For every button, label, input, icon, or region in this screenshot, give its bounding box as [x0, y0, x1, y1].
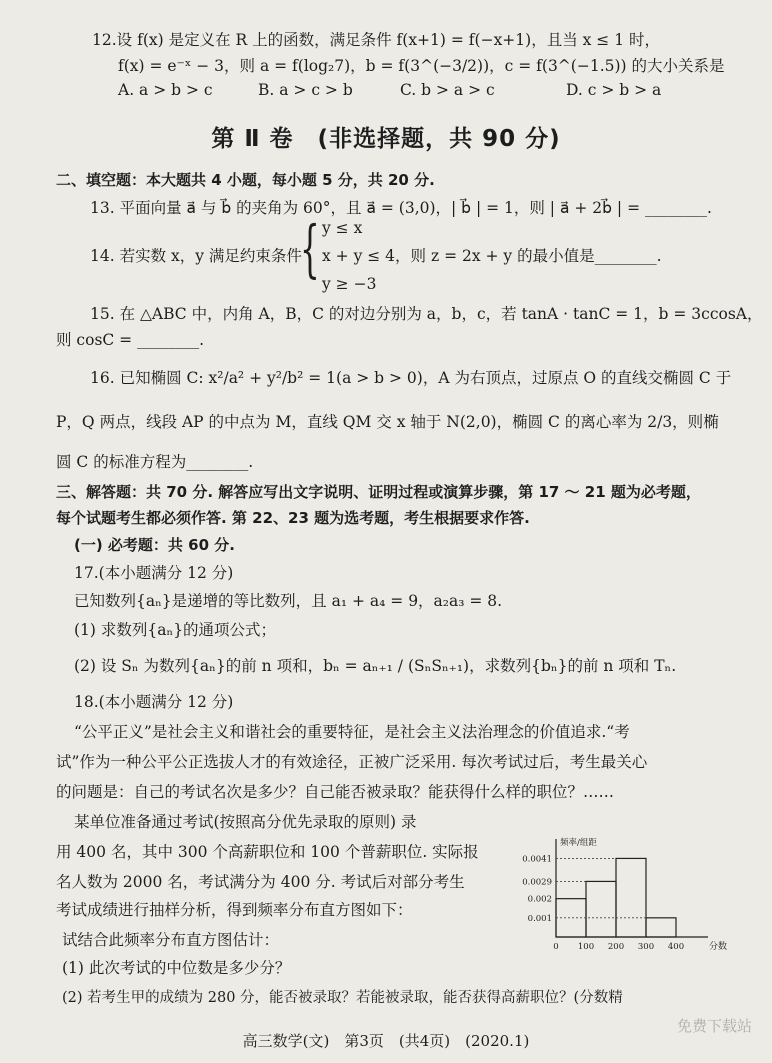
q12-option-b: B. a > c > b [258, 81, 353, 99]
q16-line1: 16. 已知椭圆 C: x²/a² + y²/b² = 1(a > b > 0)，A 为右顶点，过原点 O 的直线交椭圆 C 于 [90, 369, 732, 387]
histogram-bar [646, 918, 676, 937]
q18-p6: 名人数为 2000 名，考试满分为 400 分. 考试后对部分考生 [56, 873, 465, 891]
q18-p8: 试结合此频率分布直方图估计： [62, 931, 280, 949]
q18-p9: (1) 此次考试的中位数是多少分？ [62, 959, 291, 977]
q17-line2: (1) 求数列{aₙ}的通项公式； [74, 621, 277, 639]
q18-p2: 试”作为一种公平公正选拔人才的有效途径，正被广泛采用. 每次考试过后，考生最关心 [56, 753, 648, 771]
q14-condition-2: x + y ≤ 4，则 z = 2x + y 的最小值是________. [322, 247, 662, 265]
q13: 13. 平面向量 a⃗ 与 b⃗ 的夹角为 60°，且 a⃗ = (3,0)，| b⃗ | = 1，则 | a⃗ + 2b⃗ | = ________. [90, 199, 712, 217]
y-tick-label: 0.0041 [522, 854, 552, 865]
q12-option-d: D. c > b > a [566, 81, 662, 99]
page-footer: 高三数学(文) 第3页 (共4页) (2020.1) [242, 1032, 530, 1050]
x-tick-label: 200 [607, 942, 625, 952]
q18-p10: (2) 若考生甲的成绩为 280 分，能否被录取？若能被录取，能否获得高薪职位？(分数精 [62, 990, 623, 1006]
y-tick-label: 0.001 [527, 913, 552, 924]
q18-p3: 的问题是：自己的考试名次是多少？自己能否被录取？能获得什么样的职位？…… [56, 783, 615, 801]
x-tick-label: 400 [667, 942, 685, 952]
q15-line1: 15. 在 △ABC 中，内角 A，B，C 的对边分别为 a，b，c，若 tanA · tanC = 1，b = 3ccosA， [90, 305, 763, 323]
y-tick-label: 0.002 [527, 894, 552, 905]
q18-title: 18.(本小题满分 12 分) [74, 693, 234, 711]
part-solve-line1: 三、解答题：共 70 分. 解答应写出文字说明、证明过程或演算步骤，第 17 ～ 21 题为必考题， [56, 483, 701, 501]
q12-line1: 12.设 f(x) 是定义在 R 上的函数，满足条件 f(x+1) = f(−x+1)，且当 x ≤ 1 时， [92, 31, 660, 49]
q12-option-a: A. a > b > c [118, 81, 213, 99]
q18-p1: “公平正义”是社会主义和谐社会的重要特征，是社会主义法治理念的价值追求.“考 [74, 723, 630, 741]
watermark: 免费下载站 [676, 1017, 752, 1035]
q18-p7: 考试成绩进行抽样分析，得到频率分布直方图如下： [56, 901, 413, 919]
q18-p4: 某单位准备通过考试(按照高分优先录取的原则) 录 [74, 813, 417, 831]
q15-line2: 则 cosC = ________. [56, 331, 205, 349]
q17-line3: (2) 设 Sₙ 为数列{aₙ}的前 n 项和，bₙ = aₙ₊₁ / (SₙSₙ₊₁)，求数列{bₙ}的前 n 项和 Tₙ. [74, 657, 677, 675]
x-tick-label: 100 [577, 942, 595, 952]
part-fill-heading: 二、填空题：本大题共 4 小题，每小题 5 分，共 20 分. [56, 171, 435, 189]
q14-condition-3: y ≥ −3 [322, 275, 377, 293]
frequency-histogram [508, 835, 738, 955]
section-title: 第 Ⅱ 卷 (非选择题，共 90 分) [211, 126, 561, 152]
y-tick-label: 0.0029 [522, 877, 552, 888]
x-tick-label: 300 [637, 942, 655, 952]
y-axis-label: 频率/组距 [560, 838, 597, 848]
histogram-bar [616, 858, 646, 937]
x-tick-label: 0 [553, 942, 559, 952]
x-axis-label: 分数 [708, 942, 728, 952]
part-solve-line2: 每个试题考生都必须作答. 第 22、23 题为选考题，考生根据要求作答. [56, 509, 530, 527]
histogram-bar [586, 881, 616, 937]
q14-condition-1: y ≤ x [322, 219, 363, 237]
q18-p5: 用 400 名，其中 300 个高薪职位和 100 个普薪职位. 实际报 [56, 843, 479, 861]
q12-option-c: C. b > a > c [400, 81, 495, 99]
q17-line1: 已知数列{aₙ}是递增的等比数列，且 a₁ + a₄ = 9，a₂a₃ = 8. [74, 592, 503, 610]
q17-title: 17.(本小题满分 12 分) [74, 564, 234, 582]
required-heading: (一) 必考题：共 60 分. [74, 536, 235, 554]
brace-symbol: { [300, 212, 320, 285]
q12-line2: f(x) = e⁻ˣ − 3，则 a = f(log₂7)，b = f(3^(−3/2))，c = f(3^(−1.5)) 的大小关系是 [118, 57, 725, 75]
q14-prefix: 14. 若实数 x，y 满足约束条件 [90, 247, 302, 265]
q16-line3: 圆 C 的标准方程为________. [56, 453, 254, 471]
q16-line2: P，Q 两点，线段 AP 的中点为 M，直线 QM 交 x 轴于 N(2,0)，椭圆 C 的离心率为 2/3，则椭 [56, 413, 719, 431]
